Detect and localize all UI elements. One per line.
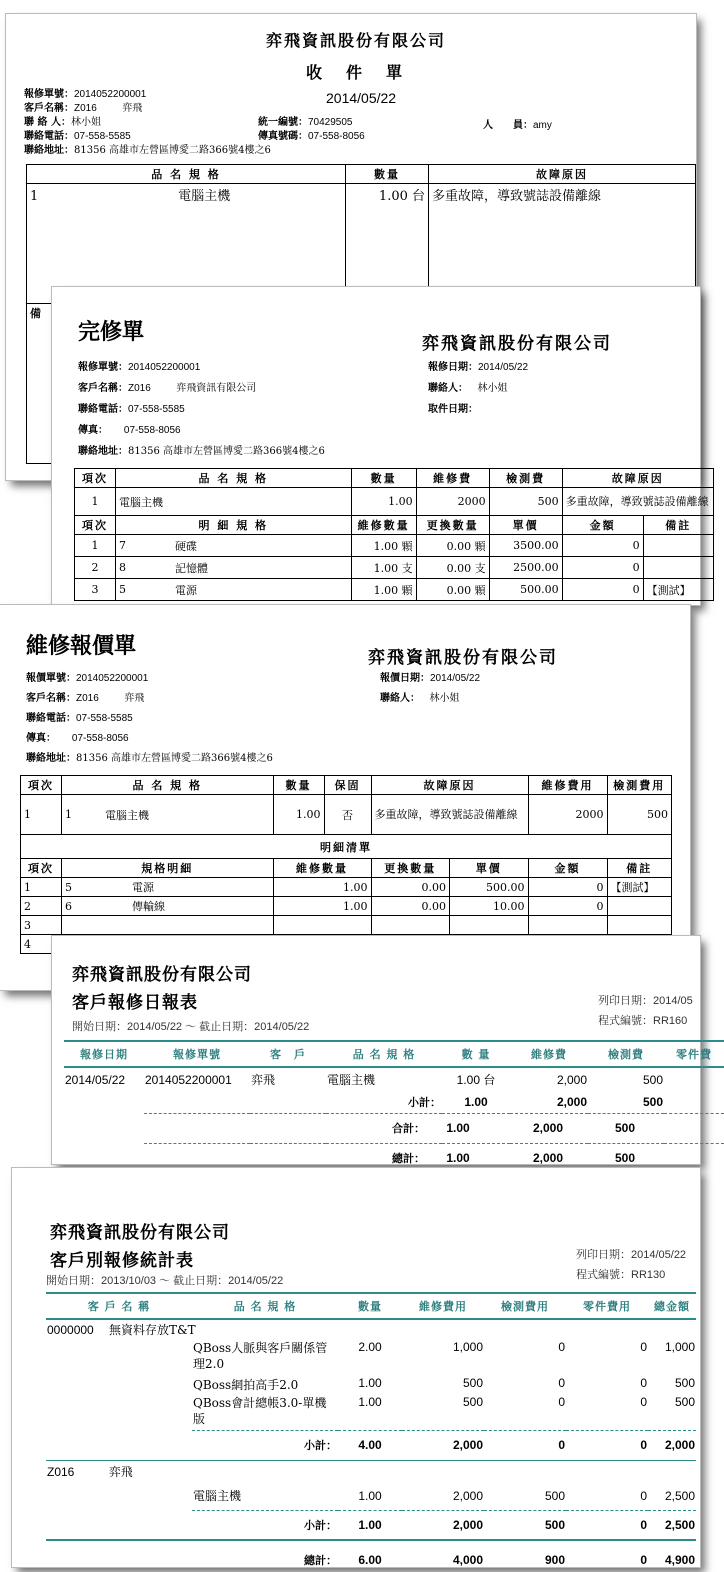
info-right	[428, 357, 528, 420]
customer-code: Z016	[74, 103, 97, 114]
d-name: 硬碟	[172, 535, 351, 557]
subtotal-row	[46, 1510, 696, 1540]
d-code: 6	[62, 897, 103, 916]
row-item: 電腦主機	[178, 189, 231, 204]
contact-label: 聯絡人：	[380, 693, 420, 704]
address-label: 聯絡地址：	[78, 446, 128, 457]
item-repair: 500	[462, 1395, 483, 1409]
group-header	[46, 1319, 696, 1339]
item-total: 500	[674, 1395, 695, 1409]
subtotal-repair: 2,000	[556, 1094, 587, 1109]
item-parts: 0	[640, 1340, 647, 1354]
subtotal-total: 2,000	[648, 1430, 696, 1460]
h-order: 報修單號	[173, 1048, 221, 1061]
total-qty: 1.00	[446, 1121, 470, 1135]
header-reason: 故障原因	[429, 165, 696, 184]
phone-label: 聯絡電話：	[24, 131, 74, 142]
staff: amy	[533, 120, 552, 131]
group-name: 無資料存放T&T	[108, 1323, 196, 1337]
dh-rq: 維修數量	[273, 859, 371, 878]
d-code: 7	[116, 535, 173, 557]
r-date: 2014/05/22	[65, 1072, 126, 1087]
subtotal-total: 2,500	[648, 1510, 696, 1540]
subtotal-parts: 0	[566, 1430, 648, 1460]
fax: 07-558-8056	[71, 733, 129, 744]
address-label: 聯絡地址：	[26, 753, 76, 764]
h-test: 檢測費	[608, 1048, 644, 1061]
table-row	[21, 878, 672, 897]
table-row	[64, 1067, 724, 1091]
pickup-label: 取件日期：	[428, 404, 478, 415]
group-code: 0000000	[47, 1323, 94, 1337]
subtotal-qty: 1.00	[464, 1094, 488, 1109]
h-item: 品 名 規 格	[62, 776, 274, 795]
company-name: 弈飛資訊股份有限公司	[368, 648, 558, 668]
dh-note: 備註	[643, 516, 713, 535]
subtotal-label: 小計：	[192, 1430, 338, 1460]
contact-label: 聯 絡 人：	[24, 117, 71, 128]
repair-date-label: 報修日期：	[428, 362, 478, 373]
header-qty: 數量	[346, 165, 429, 184]
contact-label: 聯絡人：	[428, 383, 468, 394]
d-no: 3	[21, 916, 62, 935]
m-repair: 2000	[416, 488, 489, 516]
daily-report-table	[64, 1040, 724, 1173]
item-repair: 500	[462, 1376, 483, 1390]
d-amt: 0	[562, 579, 643, 601]
d-name: 電源	[102, 878, 273, 897]
report-title: 客戶報修日報表	[72, 993, 198, 1013]
grand-qty: 6.00	[358, 1553, 382, 1567]
dh-amt: 金額	[528, 859, 607, 878]
m-test: 500	[607, 795, 671, 835]
h-item: 品 名 規 格	[116, 469, 352, 488]
r-test: 500	[642, 1072, 663, 1087]
grand-label: 總計：	[304, 1554, 337, 1567]
quote-sheet	[0, 605, 690, 990]
doc-title: 維修報價單	[26, 633, 137, 659]
total-row	[64, 1113, 724, 1143]
dh-item: 明 細 規 格	[116, 516, 352, 535]
grand-row	[46, 1548, 696, 1572]
d-code: 8	[116, 557, 173, 579]
quote-date: 2014/05/22	[430, 673, 481, 684]
d-rq: 1.00	[273, 878, 371, 897]
d-name: 傳輸線	[102, 897, 273, 916]
order-no-label: 報修單號：	[24, 89, 74, 100]
subtotal-qty: 1.00	[338, 1510, 402, 1540]
h-qty: 數量	[273, 776, 324, 795]
quote-no-label: 報價單號：	[26, 673, 76, 684]
h-reason: 故障原因	[562, 469, 713, 488]
h-repair: 維修費用	[528, 776, 607, 795]
group-header	[46, 1460, 696, 1482]
item-test: 0	[558, 1395, 565, 1409]
h-test: 檢測費用	[607, 776, 671, 795]
quote-date-label: 報價日期：	[380, 673, 430, 684]
customer-stats-sheet	[12, 1168, 700, 1567]
d-no: 2	[75, 557, 116, 579]
customer-name: 弈飛資訊有限公司	[176, 383, 257, 394]
d-amt: 0	[528, 878, 607, 897]
d-note	[607, 897, 671, 916]
item-total: 1,000	[664, 1340, 695, 1354]
dh-price: 單價	[489, 516, 562, 535]
subtotal-test: 0	[484, 1430, 566, 1460]
subtotal-parts: 0	[566, 1510, 648, 1540]
item-parts: 0	[640, 1376, 647, 1390]
h-date: 報修日期	[80, 1048, 128, 1061]
item-repair: 2,000	[452, 1488, 483, 1503]
item-test: 0	[558, 1376, 565, 1390]
program-no: 程式編號：RR130	[576, 1269, 666, 1281]
dh-rq: 維修數量	[351, 516, 416, 535]
h-item: 品 名 規 格	[352, 1048, 416, 1061]
item-qty: 1.00	[358, 1488, 382, 1503]
d-note	[643, 535, 713, 557]
item-name: QBoss人脈與客戶關係管理2.0	[193, 1341, 328, 1371]
h-total: 總金額	[654, 1300, 690, 1313]
address: 81356 高雄市左營區博愛二路366號4樓之6	[76, 753, 273, 764]
h-parts: 零件費用	[583, 1300, 631, 1313]
completion-table	[74, 468, 714, 601]
dh-cq: 更換數量	[371, 859, 450, 878]
d-no: 1	[75, 535, 116, 557]
fax: 07-558-8056	[308, 131, 365, 142]
h-repair: 維修費	[416, 469, 489, 488]
customer-code: Z016	[128, 383, 151, 394]
print-date: 列印日期：2014/05/22	[576, 1249, 687, 1261]
m-reason: 多重故障，導致號誌設備離線	[371, 795, 528, 835]
quote-no: 2014052200001	[76, 673, 149, 684]
program-no: 程式編號：RR160	[598, 1015, 688, 1027]
d-no: 2	[21, 897, 62, 916]
h-repair: 維修費用	[419, 1300, 467, 1313]
table-row	[46, 1339, 696, 1375]
group-name: 弈飛	[108, 1464, 133, 1479]
table-row	[21, 897, 672, 916]
phone: 07-558-5585	[76, 713, 133, 724]
d-name: 記憶體	[172, 557, 351, 579]
d-price: 10.00	[450, 897, 529, 916]
phone: 07-558-5585	[128, 404, 185, 415]
tax-label: 統一編號：	[258, 117, 308, 128]
total-test: 500	[614, 1121, 635, 1135]
quote-table	[20, 775, 672, 954]
customer-stats-table	[46, 1292, 696, 1572]
fax: 07-558-8056	[123, 425, 181, 436]
d-rq: 1.00 顆	[351, 535, 416, 557]
phone: 07-558-5585	[74, 131, 131, 142]
d-no: 3	[75, 579, 116, 601]
completion-sheet	[52, 287, 709, 605]
subtotal-row	[46, 1430, 696, 1460]
d-no: 1	[21, 878, 62, 897]
subtotal-test: 500	[642, 1094, 663, 1109]
m-item: 電腦主機	[102, 795, 273, 835]
staff-label: 人 員：	[483, 120, 533, 131]
company-name: 弈飛資訊股份有限公司	[265, 31, 446, 50]
subtotal-repair: 2,000	[402, 1510, 484, 1540]
item-repair: 1,000	[452, 1340, 483, 1354]
info-right	[380, 669, 480, 709]
fax-label: 傳真：	[78, 425, 108, 436]
row-reason: 多重故障，導致號誌設備離線	[429, 184, 696, 304]
customer-name: 弈飛	[124, 693, 145, 704]
info-block	[24, 88, 271, 158]
h-no: 項次	[75, 469, 116, 488]
row-item-cell	[27, 184, 346, 304]
table-row	[46, 1375, 696, 1394]
item-name: QBoss網拍高手2.0	[193, 1378, 299, 1392]
grand-test: 900	[544, 1553, 565, 1567]
header-item: 品 名 規 格	[27, 165, 346, 184]
r-repair: 2,000	[556, 1072, 587, 1087]
m-no: 1	[21, 795, 62, 835]
h-reason: 故障原因	[371, 776, 528, 795]
info-block-right	[258, 116, 365, 144]
r-qty: 1.00 台	[456, 1073, 496, 1087]
dh-no: 項次	[21, 859, 62, 878]
repair-date: 2014/05/22	[478, 362, 529, 373]
tax-id: 70429505	[308, 117, 353, 128]
h-test: 檢測費用	[501, 1300, 549, 1313]
item-qty: 1.00	[358, 1395, 382, 1409]
table-row	[46, 1394, 696, 1430]
contact: 林小姐	[477, 383, 508, 394]
d-rq: 1.00 顆	[351, 579, 416, 601]
grand-label: 總計：	[392, 1152, 425, 1166]
d-cq: 0.00	[371, 878, 450, 897]
address: 81356 高雄市左營區博愛二路366號4樓之6	[74, 145, 271, 156]
row-qty: 1.00 台	[346, 184, 429, 304]
d-name: 電源	[172, 579, 351, 601]
info-left	[26, 669, 273, 769]
h-test: 檢測費	[489, 469, 562, 488]
d-cq: 0.00	[371, 897, 450, 916]
total-label: 合計：	[392, 1122, 425, 1135]
order-no: 2014052200001	[128, 362, 201, 373]
d-amt: 0	[562, 557, 643, 579]
contact: 林小姐	[70, 117, 101, 128]
d-cq: 0.00 支	[416, 557, 489, 579]
company-name: 弈飛資訊股份有限公司	[50, 1223, 230, 1243]
table-row	[46, 1482, 696, 1510]
h-qty: 數量	[351, 469, 416, 488]
grand-repair: 4,000	[452, 1553, 483, 1567]
r-item: 電腦主機	[327, 1073, 376, 1087]
grand-test: 500	[614, 1151, 635, 1166]
d-price: 500.00	[450, 878, 529, 897]
dh-price: 單價	[450, 859, 529, 878]
doc-title: 完修單	[78, 319, 145, 345]
item-total: 500	[674, 1376, 695, 1390]
subtotal-qty: 4.00	[338, 1430, 402, 1460]
item-parts: 0	[640, 1395, 647, 1409]
dh-note: 備註	[607, 859, 671, 878]
customer-code: Z016	[76, 693, 99, 704]
customer-name: 弈飛	[122, 103, 143, 114]
print-date: 列印日期：2014/05	[598, 995, 693, 1007]
phone-label: 聯絡電話：	[26, 713, 76, 724]
d-price: 500.00	[489, 579, 562, 601]
item-qty: 1.00	[358, 1376, 382, 1390]
h-qty: 數 量	[461, 1048, 491, 1061]
contact: 林小姐	[429, 693, 460, 704]
h-parts: 零件費	[676, 1048, 712, 1061]
grand-total: 4,900	[664, 1553, 695, 1567]
grand-qty: 1.00	[446, 1151, 470, 1166]
m-no: 1	[75, 488, 116, 516]
m-qty: 1.00	[351, 488, 416, 516]
address-label: 聯絡地址：	[24, 145, 74, 156]
item-name: QBoss會計總帳3.0-單機版	[193, 1396, 327, 1426]
company-name: 弈飛資訊股份有限公司	[72, 965, 252, 985]
grand-repair: 2,000	[532, 1151, 563, 1166]
item-name: 電腦主機	[193, 1489, 242, 1504]
date-range: 開始日期：2014/05/22 ～ 截止日期：2014/05/22	[72, 1021, 310, 1033]
d-amt: 0	[528, 897, 607, 916]
doc-date: 2014/05/22	[326, 90, 397, 106]
h-item: 品 名 規 格	[233, 1300, 297, 1313]
dh-item: 規格明細	[62, 859, 274, 878]
subtotal-repair: 2,000	[402, 1430, 484, 1460]
item-qty: 2.00	[358, 1340, 382, 1354]
customer-label: 客戶名稱：	[78, 383, 128, 394]
m-code: 1	[62, 795, 103, 835]
address: 81356 高雄市左營區博愛二路366號4樓之6	[128, 446, 325, 457]
dh-no: 項次	[75, 516, 116, 535]
item-test: 500	[544, 1488, 565, 1503]
table-row	[21, 916, 672, 935]
dh-cq: 更換數量	[416, 516, 489, 535]
r-customer: 弈飛	[251, 1073, 276, 1087]
subtotal-test: 500	[484, 1510, 566, 1540]
h-repair: 維修費	[531, 1048, 567, 1061]
d-note	[643, 557, 713, 579]
m-repair: 2000	[528, 795, 607, 835]
m-warranty: 否	[324, 795, 371, 835]
fax-label: 傳真號碼：	[258, 131, 308, 142]
d-code: 5	[62, 878, 103, 897]
subtotal-label: 小計：	[192, 1510, 338, 1540]
order-no-label: 報修單號：	[78, 362, 128, 373]
h-warranty: 保固	[324, 776, 371, 795]
d-rq: 1.00	[273, 897, 371, 916]
dh-amt: 金額	[562, 516, 643, 535]
m-item: 電腦主機	[116, 488, 352, 516]
report-title: 客戶別報修統計表	[50, 1251, 194, 1271]
item-test: 0	[558, 1340, 565, 1354]
d-price: 2500.00	[489, 557, 562, 579]
note-label: 備	[27, 304, 696, 464]
table-row	[75, 579, 714, 601]
m-test: 500	[489, 488, 562, 516]
d-cq: 0.00 顆	[416, 535, 489, 557]
detail-title: 明細清單	[21, 835, 672, 859]
item-parts: 0	[640, 1488, 647, 1503]
phone-label: 聯絡電話：	[78, 404, 128, 415]
fax-label: 傳真：	[26, 733, 56, 744]
subtotal-row	[64, 1091, 724, 1113]
d-rq: 1.00 支	[351, 557, 416, 579]
table-row	[75, 535, 714, 557]
h-qty: 數量	[358, 1300, 382, 1313]
m-qty: 1.00	[273, 795, 324, 835]
staff-field	[483, 116, 552, 131]
item-total: 2,500	[664, 1488, 695, 1503]
h-no: 項次	[21, 776, 62, 795]
daily-report-sheet	[52, 936, 712, 1166]
h-customer: 客 戶	[270, 1048, 306, 1061]
doc-title: 收 件 單	[305, 63, 406, 82]
subtotal-label: 小計：	[408, 1095, 441, 1109]
row-no: 1	[30, 189, 39, 204]
total-repair: 2,000	[532, 1121, 563, 1135]
d-note: 【測試】	[643, 579, 713, 601]
table-row	[75, 557, 714, 579]
r-order: 2014052200001	[145, 1072, 232, 1087]
h-customer: 客 戶 名 稱	[87, 1300, 151, 1313]
order-no: 2014052200001	[74, 89, 147, 100]
d-note: 【測試】	[607, 878, 671, 897]
d-price: 3500.00	[489, 535, 562, 557]
d-no: 4	[21, 935, 62, 954]
company-name: 弈飛資訊股份有限公司	[422, 334, 612, 354]
date-range: 開始日期：2013/10/03 ～ 截止日期：2014/05/22	[46, 1275, 284, 1287]
d-cq: 0.00 顆	[416, 579, 489, 601]
customer-label: 客戶名稱：	[24, 103, 74, 114]
grand-parts: 0	[640, 1553, 647, 1567]
customer-label: 客戶名稱：	[26, 693, 76, 704]
m-reason: 多重故障，導致號誌設備離線	[562, 488, 713, 516]
info-left	[78, 357, 325, 462]
group-code: Z016	[47, 1464, 75, 1479]
d-code: 5	[116, 579, 173, 601]
d-amt: 0	[562, 535, 643, 557]
